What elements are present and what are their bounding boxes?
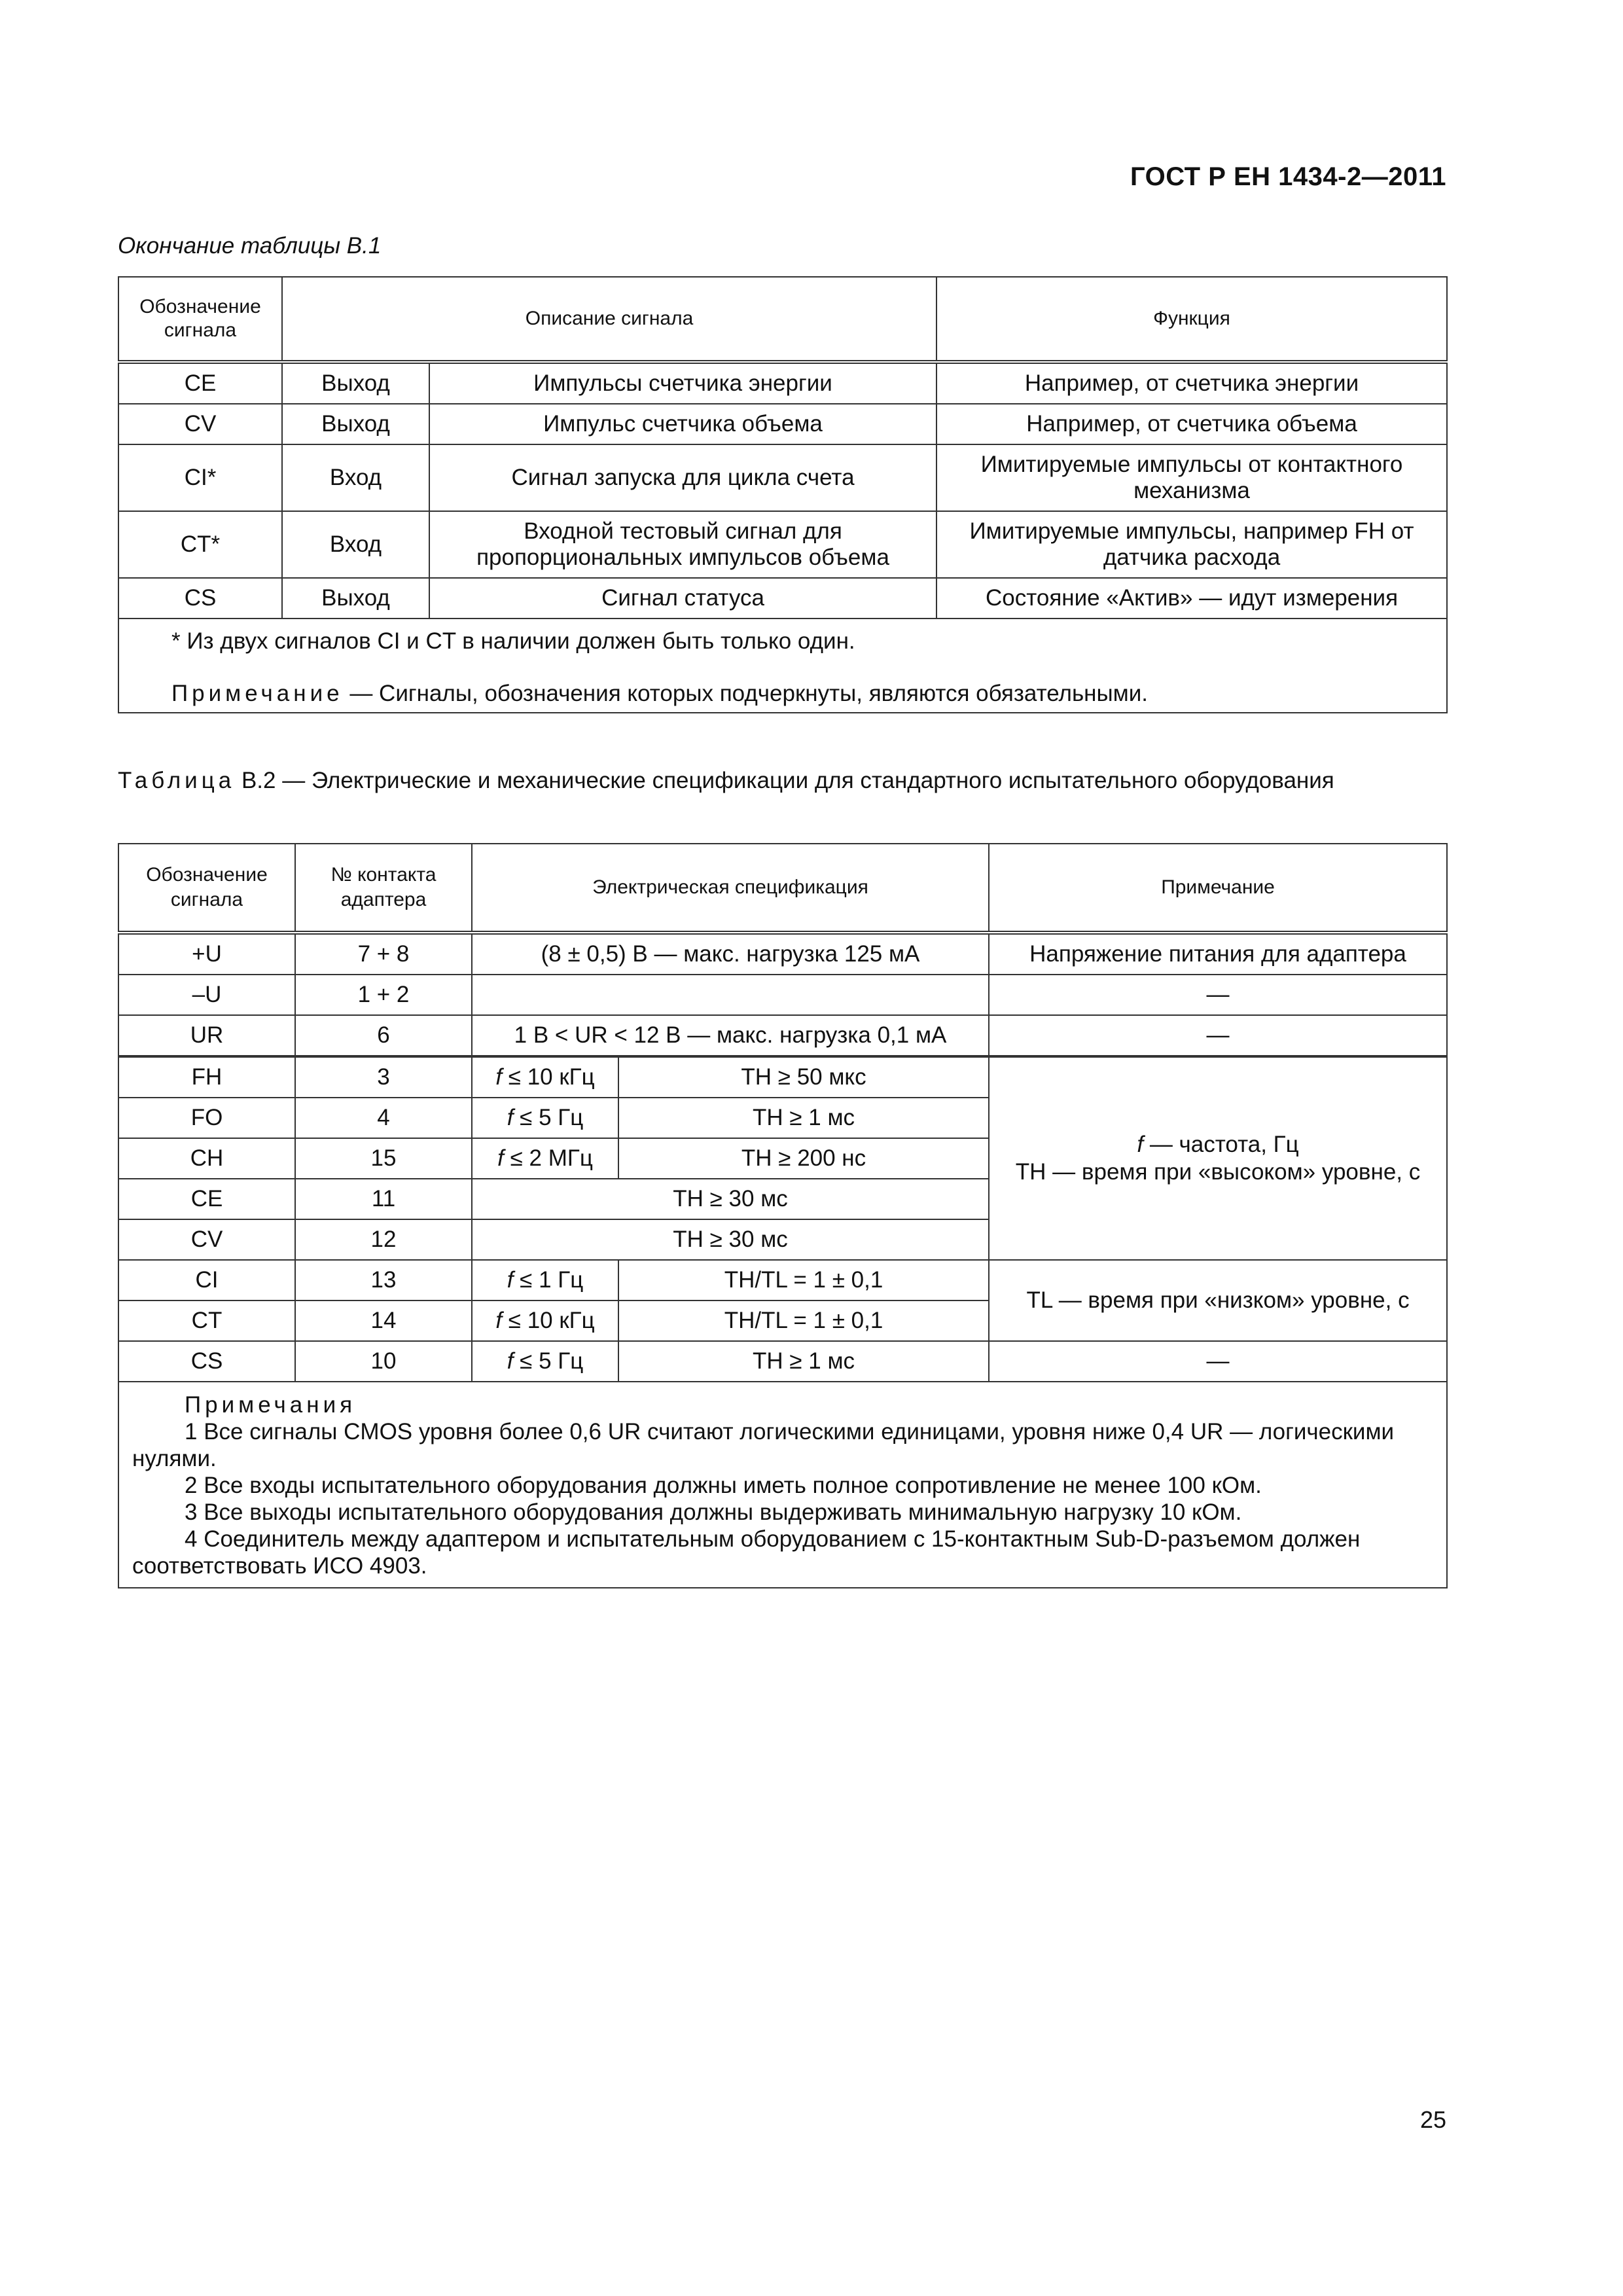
table2-caption-text: В.2 — Электрические и механические спецификации для стандартного испытательного оборудования xyxy=(235,768,1334,793)
table-b1 xyxy=(118,276,1448,713)
table-row xyxy=(118,362,1447,404)
table2-notes xyxy=(118,1382,1447,1588)
table-cell: Имитируемые импульсы от контактного механизма xyxy=(936,444,1447,511)
table-cell: Имитируемые импульсы, например FH от датчика расхода xyxy=(936,511,1447,578)
freq-cell xyxy=(472,1056,618,1098)
th-cell: TH/TL = 1 ± 0,1 xyxy=(618,1300,989,1341)
document-code: ГОСТ Р ЕН 1434-2—2011 xyxy=(1130,162,1446,191)
spec-cell: TH ≥ 30 мс xyxy=(472,1179,989,1219)
table-row xyxy=(118,404,1447,444)
freq-symbol: f xyxy=(507,1267,514,1293)
table-cell: CV xyxy=(118,404,282,444)
spec-cell xyxy=(472,975,989,1015)
th-cell: TH ≥ 200 нс xyxy=(618,1138,989,1179)
table2-header-pin: № контакта адаптера xyxy=(295,844,472,933)
note-item: 4 Соединитель между адаптером и испытательным оборудованием с 15-контактным Sub-D-разъемом должен соответствовать ИСО 4903. xyxy=(132,1526,1361,1579)
note-item: 2 Все входы испытательного оборудования должны иметь полное сопротивление не менее 100 кОм. xyxy=(185,1473,1262,1498)
table-cell: Выход xyxy=(282,578,429,619)
note-cell: — xyxy=(989,1341,1447,1382)
freq-value: ≤ 2 МГц xyxy=(510,1145,593,1171)
table-row xyxy=(118,933,1447,975)
freq-symbol: f xyxy=(495,1064,503,1090)
th-cell: TH ≥ 1 мс xyxy=(618,1098,989,1138)
signal-cell: CH xyxy=(118,1138,295,1179)
th-cell: TH ≥ 50 мкс xyxy=(618,1056,989,1098)
group-note-cell: TL — время при «низком» уровне, с xyxy=(989,1260,1447,1341)
table-cell: Выход xyxy=(282,404,429,444)
spec-cell: (8 ± 0,5) В — макс. нагрузка 125 мА xyxy=(472,933,989,975)
pin-cell: 15 xyxy=(295,1138,472,1179)
note-cell: — xyxy=(989,1015,1447,1056)
table-row xyxy=(118,444,1447,511)
table-cell: Вход xyxy=(282,444,429,511)
pin-cell: 4 xyxy=(295,1098,472,1138)
table2-header-spec: Электрическая спецификация xyxy=(472,844,989,933)
table-cell: Сигнал запуска для цикла счета xyxy=(429,444,936,511)
pin-cell: 1 + 2 xyxy=(295,975,472,1015)
table-cell: Например, от счетчика энергии xyxy=(936,362,1447,404)
note-cell: Напряжение питания для адаптера xyxy=(989,933,1447,975)
table-cell: CT* xyxy=(118,511,282,578)
freq-value: ≤ 10 кГц xyxy=(508,1064,595,1090)
table-cell: Сигнал статуса xyxy=(429,578,936,619)
table-cell: Выход xyxy=(282,362,429,404)
freq-symbol: f xyxy=(497,1145,504,1171)
group-note-line xyxy=(996,1131,1440,1158)
pin-cell: 3 xyxy=(295,1056,472,1098)
table2-header-row xyxy=(118,844,1447,933)
freq-value: ≤ 1 Гц xyxy=(520,1267,584,1293)
pin-cell: 12 xyxy=(295,1219,472,1260)
freq-symbol: f xyxy=(495,1308,503,1333)
page-number: 25 xyxy=(1419,2106,1446,2133)
table-cell: Вход xyxy=(282,511,429,578)
table1-footer-row xyxy=(118,619,1447,713)
signal-cell: CS xyxy=(118,1341,295,1382)
table-cell: Импульсы счетчика энергии xyxy=(429,362,936,404)
pin-cell: 13 xyxy=(295,1260,472,1300)
freq-symbol: f xyxy=(1137,1132,1144,1157)
table-b2 xyxy=(118,843,1448,1588)
table-cell: CS xyxy=(118,578,282,619)
pin-cell: 14 xyxy=(295,1300,472,1341)
freq-symbol: f xyxy=(507,1348,514,1374)
table1-header-designation: Обозначение сигнала xyxy=(118,277,282,362)
spec-cell: TH ≥ 30 мс xyxy=(472,1219,989,1260)
group-note-text: — частота, Гц xyxy=(1143,1132,1299,1157)
freq-cell xyxy=(472,1300,618,1341)
group-note-line: TH — время при «высоком» уровне, с xyxy=(1015,1159,1421,1185)
table2-caption xyxy=(118,767,1446,795)
signal-cell: FO xyxy=(118,1098,295,1138)
pin-cell: 7 + 8 xyxy=(295,933,472,975)
th-cell: TH ≥ 1 мс xyxy=(618,1341,989,1382)
table1-header-function: Функция xyxy=(936,277,1447,362)
signal-cell: +U xyxy=(118,933,295,975)
spec-cell: 1 В < UR < 12 В — макс. нагрузка 0,1 мА xyxy=(472,1015,989,1056)
note-label: Примечание xyxy=(171,681,344,706)
th-cell: TH/TL = 1 ± 0,1 xyxy=(618,1260,989,1300)
table-cell: CE xyxy=(118,362,282,404)
group-note-cell xyxy=(989,1056,1447,1260)
signal-cell: CI xyxy=(118,1260,295,1300)
table-cell: CI* xyxy=(118,444,282,511)
table1-header-description: Описание сигнала xyxy=(282,277,936,362)
table2-header-designation: Обозначение сигнала xyxy=(118,844,295,933)
signal-cell: UR xyxy=(118,1015,295,1056)
table1-footnote: * Из двух сигналов CI и CT в наличии должен быть только один. xyxy=(171,628,855,654)
freq-symbol: f xyxy=(507,1105,514,1130)
freq-value: ≤ 5 Гц xyxy=(520,1348,584,1374)
table1-caption: Окончание таблицы В.1 xyxy=(118,233,382,259)
table2-header-note: Примечание xyxy=(989,844,1447,933)
signal-cell: CE xyxy=(118,1179,295,1219)
table-row xyxy=(118,1056,1447,1098)
signal-cell: FH xyxy=(118,1056,295,1098)
note-text: — Сигналы, обозначения которых подчеркнуты, являются обязательными. xyxy=(343,681,1149,706)
note-item: 3 Все выходы испытательного оборудования должны выдерживать минимальную нагрузку 10 кОм. xyxy=(185,1499,1242,1525)
note-cell: — xyxy=(989,975,1447,1015)
table1-note xyxy=(171,681,1394,707)
table2-caption-label: Таблица xyxy=(118,768,236,793)
pin-cell: 10 xyxy=(295,1341,472,1382)
freq-cell xyxy=(472,1341,618,1382)
table1-header-row xyxy=(118,277,1447,362)
signal-cell: CV xyxy=(118,1219,295,1260)
table-row xyxy=(118,1260,1447,1300)
table-cell: Состояние «Актив» — идут измерения xyxy=(936,578,1447,619)
signal-cell: CT xyxy=(118,1300,295,1341)
note-item: 1 Все сигналы CMOS уровня более 0,6 UR считают логическими единицами, уровня ниже 0,4 UR — логическими нулями. xyxy=(132,1419,1395,1471)
notes-title: Примечания xyxy=(185,1392,357,1418)
freq-value: ≤ 10 кГц xyxy=(508,1308,595,1333)
table-row xyxy=(118,1015,1447,1056)
pin-cell: 6 xyxy=(295,1015,472,1056)
table-row xyxy=(118,511,1447,578)
pin-cell: 11 xyxy=(295,1179,472,1219)
freq-cell xyxy=(472,1260,618,1300)
table-cell: Например, от счетчика объема xyxy=(936,404,1447,444)
table-row xyxy=(118,1341,1447,1382)
signal-cell: –U xyxy=(118,975,295,1015)
table-row xyxy=(118,975,1447,1015)
table2-notes-row xyxy=(118,1382,1447,1588)
table1-footnotes xyxy=(118,619,1447,713)
freq-value: ≤ 5 Гц xyxy=(520,1105,584,1130)
table-cell: Входной тестовый сигнал для пропорциональных импульсов объема xyxy=(429,511,936,578)
table-row xyxy=(118,578,1447,619)
freq-cell xyxy=(472,1138,618,1179)
freq-cell xyxy=(472,1098,618,1138)
table-cell: Импульс счетчика объема xyxy=(429,404,936,444)
